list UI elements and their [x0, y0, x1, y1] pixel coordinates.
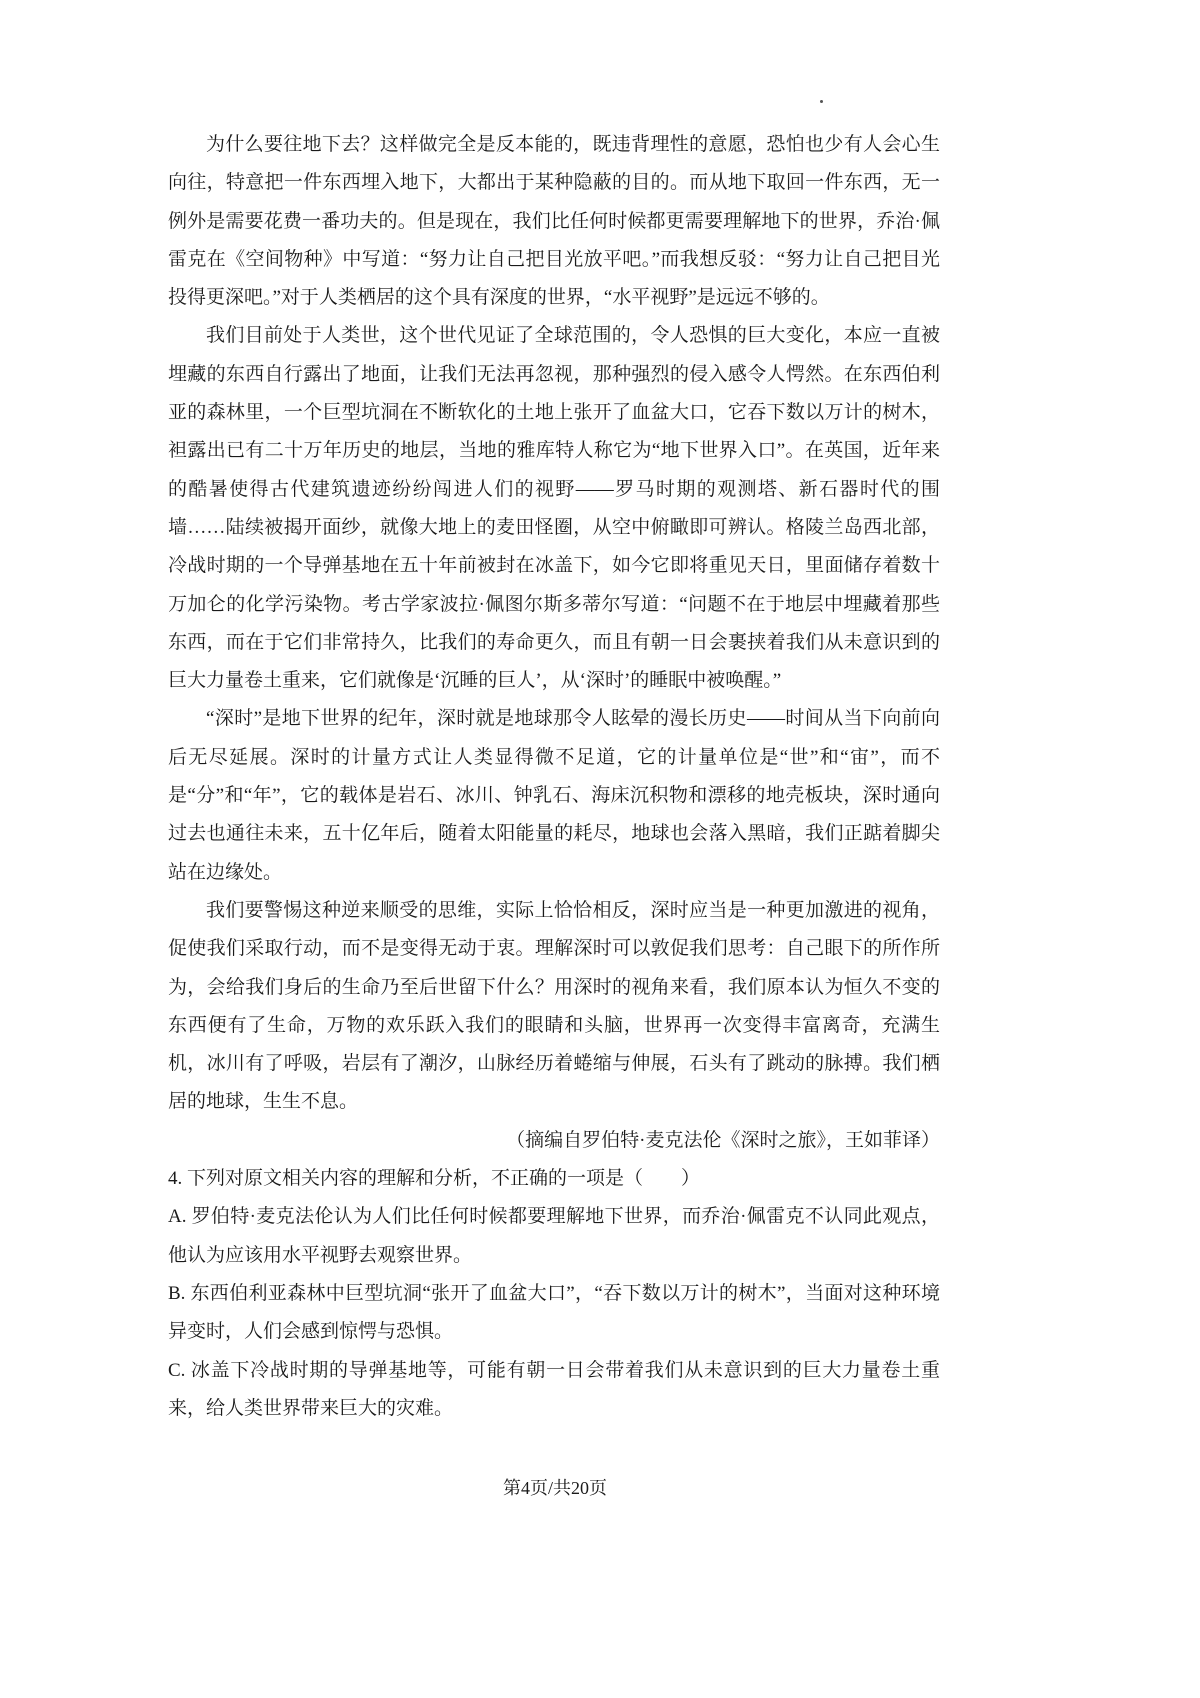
question-4-option-b: B. 东西伯利亚森林中巨型坑洞“张开了血盆大口”，“吞下数以万计的树木”，当面对这种环境异变时，人们会感到惊愕与恐惧。 — [168, 1282, 940, 1343]
paragraph-1: 为什么要往地下去？这样做完全是反本能的，既违背理性的意愿，恐怕也少有人会心生向往，特意把一件东西埋入地下，大都出于某种隐蔽的目的。而从地下取回一件东西，无一例外是需要花费一番功夫的。但是现在，我们比任何时候都更需要理解地下的世界，乔治·佩雷克在《空间物种》中写道：“努力让自己把目光放平吧。”而我想反驳：“努力让自己把目光投得更深吧。”对于人类栖居的这个具有深度的世界，“水平视野”是远远不够的。 — [168, 134, 940, 309]
page-content — [168, 126, 940, 1428]
source-attribution: （摘编自罗伯特·麦克法伦《深时之旅》，王如菲译） — [506, 1129, 940, 1151]
question-4-option-c: C. 冰盖下冷战时期的导弹基地等，可能有朝一日会带着我们从未意识到的巨大力量卷土重来，给人类世界带来巨大的灾难。 — [168, 1359, 940, 1419]
paragraph-2: 我们目前处于人类世，这个世代见证了全球范围的，令人恐惧的巨大变化，本应一直被埋藏的东西自行露出了地面，让我们无法再忽视，那种强烈的侵入感令人愕然。在东西伯利亚的森林里，一个巨型坑洞在不断软化的土地上张开了血盆大口，它吞下数以万计的树木，袒露出已有二十万年历史的地层，当地的雅库特人称它为“地下世界入口”。在英国，近年来的酷暑使得古代建筑遗迹纷纷闯进人们的视野——罗马时期的观测塔、新石器时代的围墙……陆续被揭开面纱，就像大地上的麦田怪圈，从空中俯瞰即可辨认。格陵兰岛西北部，冷战时期的一个导弹基地在五十年前被封在冰盖下，如今它即将重见天日，里面储存着数十万加仑的化学污染物。考古学家波拉·佩图尔斯多蒂尔写道：“问题不在于地层中埋藏着那些东西，而在于它们非常持久，比我们的寿命更久，而且有朝一日会裹挟着我们从未意识到的巨大力量卷土重来，它们就像是‘沉睡的巨人’，从‘深时’的睡眠中被唤醒。” — [168, 325, 940, 692]
paragraph-3: “深时”是地下世界的纪年，深时就是地球那令人眩晕的漫长历史——时间从当下向前向后无尽延展。深时的计量方式让人类显得微不足道，它的计量单位是“世”和“宙”，而不是“分”和“年”，它的载体是岩石、冰川、钟乳石、海床沉积物和漂移的地壳板块，深时通向过去也通往未来，五十亿年后，随着太阳能量的耗尽，地球也会落入黑暗，我们正踮着脚尖站在边缘处。 — [168, 708, 940, 883]
page-number: 第4页/共20页 — [502, 1478, 607, 1498]
question-4-option-a: A. 罗伯特·麦克法伦认为人们比任何时候都要理解地下世界，而乔治·佩雷克不认同此观点，他认为应该用水平视野去观察世界。 — [168, 1206, 940, 1266]
paragraph-4: 我们要警惕这种逆来顺受的思维，实际上恰恰相反，深时应当是一种更加激进的视角，促使我们采取行动，而不是变得无动于衷。理解深时可以敦促我们思考：自己眼下的所作所为，会给我们身后的生命乃至后世留下什么？用深时的视角来看，我们原本认为恒久不变的东西便有了生命，万物的欢乐跃入我们的眼睛和头脑，世界再一次变得丰富离奇，充满生机，冰川有了呼吸，岩层有了潮汐，山脉经历着蜷缩与伸展，石头有了跳动的脉搏。我们栖居的地球，生生不息。 — [168, 899, 940, 1113]
stray-dot-mark — [820, 100, 823, 103]
question-4-stem: 4. 下列对原文相关内容的理解和分析，不正确的一项是（ ） — [168, 1168, 701, 1190]
